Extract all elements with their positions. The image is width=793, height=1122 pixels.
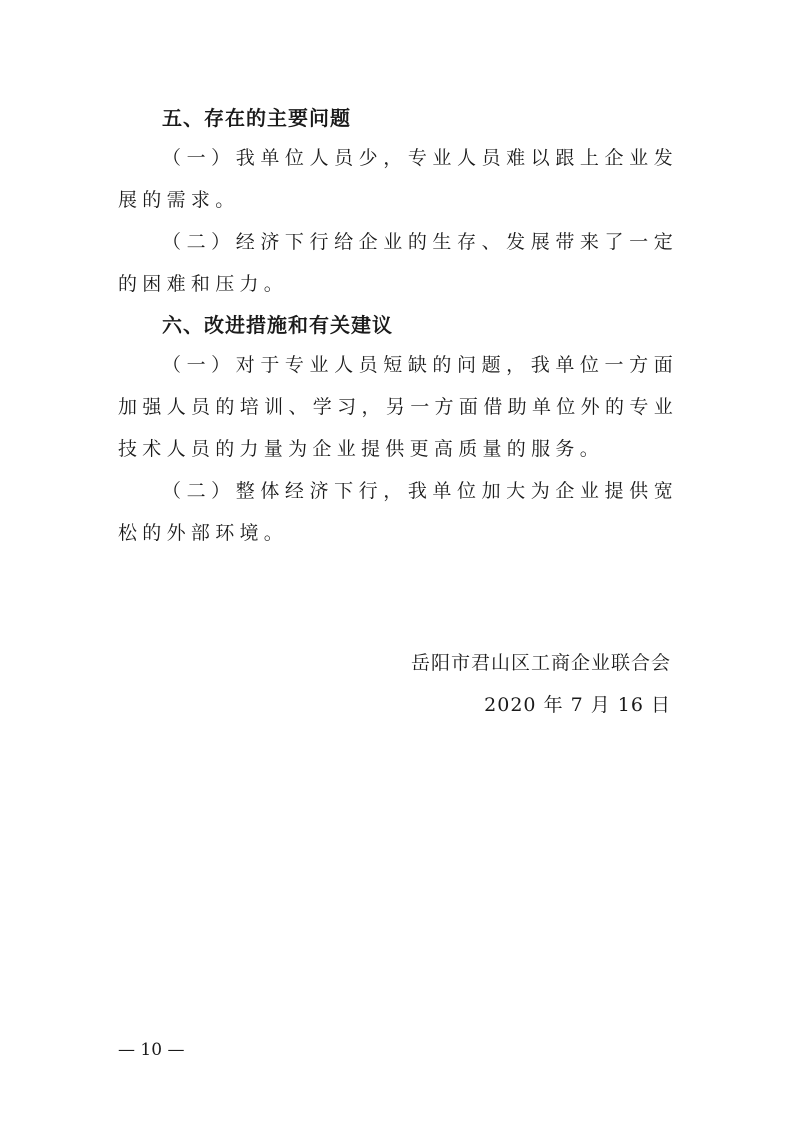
- paragraph-problem-1: （一）我单位人员少，专业人员难以跟上企业发展的需求。: [118, 147, 678, 211]
- section-heading-measures: 六、改进措施和有关建议: [162, 313, 393, 337]
- signature-organization: 岳阳市君山区工商企业联合会: [410, 652, 671, 674]
- page-number: — 10 —: [118, 1040, 185, 1060]
- signature-date: 2020 年 7 月 16 日: [484, 694, 671, 716]
- section-heading-problems: 五、存在的主要问题: [162, 106, 351, 130]
- document-body: [118, 100, 678, 554]
- paragraph-measure-2: （二）整体经济下行，我单位加大为企业提供宽松的外部环境。: [118, 480, 678, 544]
- paragraph-problem-2: （二）经济下行给企业的生存、发展带来了一定的困难和压力。: [118, 231, 678, 295]
- paragraph-measure-1: （一）对于专业人员短缺的问题，我单位一方面加强人员的培训、学习，另一方面借助单位外的专业技术人员的力量为企业提供更高质量的服务。: [118, 354, 678, 460]
